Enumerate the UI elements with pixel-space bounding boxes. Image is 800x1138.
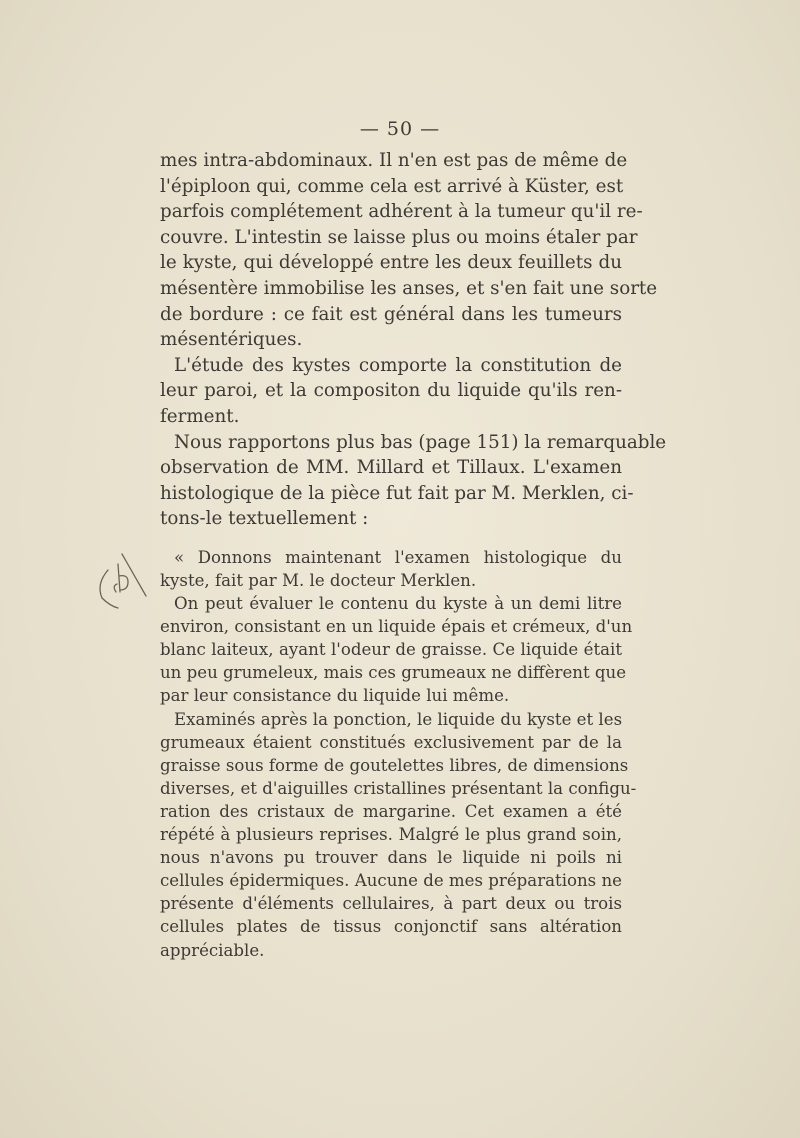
text-line: couvre. L'intestin se laisse plus ou moins étaler par: [160, 226, 638, 248]
text-line: cellules épidermiques. Aucune de mes préparations ne: [160, 871, 622, 891]
text-line: nous n'avons pu trouver dans le liquide ni poils ni: [160, 848, 622, 868]
text-line: parfois complétement adhérent à la tumeur qu'il re-: [160, 201, 643, 223]
text-line: observation de MM. Millard et Tillaux. L'examen: [160, 457, 622, 479]
text-line: répété à plusieurs reprises. Malgré le plus grand soin,: [160, 825, 622, 845]
text-column: [160, 148, 667, 962]
text-line: « Donnons maintenant l'examen histologique du: [174, 547, 622, 567]
text-line: ferment.: [160, 405, 240, 427]
page-number: — 50 —: [359, 118, 441, 140]
text-line: présente d'éléments cellulaires, à part deux ou trois: [160, 894, 622, 914]
text-line: mésentère immobilise les anses, et s'en fait une sorte: [160, 277, 658, 299]
text-line: ration des cristaux de margarine. Cet examen a été: [160, 801, 622, 821]
text-line: leur paroi, et la compositon du liquide qu'ils ren-: [160, 380, 622, 402]
text-line: diverses, et d'aiguilles cristallines présentant la configu-: [160, 778, 637, 798]
text-line: cellules plates de tissus conjonctif sans altération: [160, 917, 622, 937]
text-line: blanc laiteux, ayant l'odeur de graisse. Ce liquide était: [160, 640, 622, 660]
handwritten-pencil-mark-icon: [88, 548, 158, 618]
quoted-observation: [160, 546, 637, 962]
margin-annotation: [88, 548, 158, 618]
text-line: le kyste, qui développé entre les deux feuillets du: [160, 252, 622, 274]
text-line: Nous rapportons plus bas (page 151) la remarquable: [174, 431, 667, 453]
text-line: Examinés après la ponction, le liquide du kyste et les: [174, 709, 623, 729]
text-line: par leur consistance du liquide lui même.: [160, 686, 510, 706]
text-line: tons-le textuellement :: [160, 508, 369, 530]
text-line: appréciable.: [160, 940, 265, 960]
text-line: mésentériques.: [160, 329, 303, 351]
text-line: environ, consistant en un liquide épais et crémeux, d'un: [160, 617, 633, 637]
text-line: l'épiploon qui, comme cela est arrivé à Küster, est: [160, 175, 624, 197]
text-line: mes intra-abdominaux. Il n'en est pas de même de: [160, 150, 628, 171]
text-line: kyste, fait par M. le docteur Merklen.: [160, 571, 477, 590]
text-line: grumeaux étaient constitués exclusivement par de la: [160, 732, 622, 752]
text-line: histologique de la pièce fut fait par M. Merklen, ci-: [160, 482, 634, 504]
text-line: un peu grumeleux, mais ces grumeaux ne diffèrent que: [160, 663, 627, 683]
text-line: graisse sous forme de goutelettes libres, de dimensions: [160, 755, 629, 775]
text-line: de bordure : ce fait est général dans les tumeurs: [160, 303, 622, 325]
body-text: [160, 148, 667, 532]
text-line: L'étude des kystes comporte la constitution de: [174, 354, 622, 376]
text-line: On peut évaluer le contenu du kyste à un demi litre: [174, 594, 622, 614]
